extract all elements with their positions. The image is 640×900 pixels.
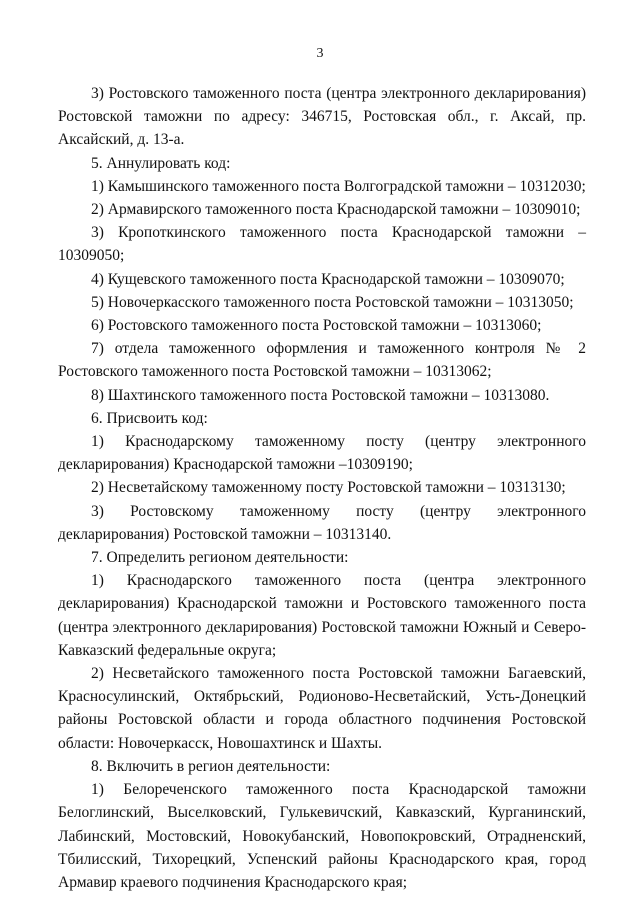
section-5-item-1: 1) Камышинского таможенного поста Волгоградской таможни – 10312030; xyxy=(91,177,586,195)
section-6-item-3: 3) Ростовскому таможенному посту (центру электронного декларирования) Ростовской таможни – 10313140. xyxy=(58,502,586,543)
document-body xyxy=(58,82,586,894)
page-number: 3 xyxy=(316,46,324,61)
section-8-heading: 8. Включить в регион деятельности: xyxy=(91,757,331,775)
section-5-item-4: 4) Кущевского таможенного поста Краснодарской таможни – 10309070; xyxy=(91,270,565,288)
section-7-heading: 7. Определить регионом деятельности: xyxy=(91,549,349,567)
section-5-item-7: 7) отдела таможенного оформления и таможенного контроля № 2 Ростовского таможенного поста Ростовской таможни – 10313062; xyxy=(58,340,586,381)
section-5-item-8: 8) Шахтинского таможенного поста Ростовской таможни – 10313080. xyxy=(91,386,550,404)
section-5-item-2: 2) Армавирского таможенного поста Краснодарской таможни – 10309010; xyxy=(91,201,581,219)
section-7-item-1: 1) Краснодарского таможенного поста (центра электронного декларирования) Краснодарской таможни и Ростовского таможенного поста (центра электронного декларирования) Ростовской таможни Южный и Северо-Кавказский федеральные округа; xyxy=(58,572,586,659)
section-6-heading: 6. Присвоить код: xyxy=(91,409,208,427)
paragraph-item-3-address: 3) Ростовского таможенного поста (центра электронного декларирования) Ростовской таможни по адресу: 346715, Ростовская обл., г. Аксай, пр. Аксайский, д. 13-а. xyxy=(58,85,586,149)
section-8-item-1: 1) Белореченского таможенного поста Краснодарской таможни Белоглинский, Выселковский, Гулькевичский, Кавказский, Курганинский, Лабинский, Мостовский, Новокубанский, Новопокровский, Отрадненский, Тбилисский, Тихорецкий, Успенский районы Краснодарского края, город Армавир краевого подчинения Краснодарского края; xyxy=(58,781,586,891)
section-7-item-2: 2) Несветайского таможенного поста Ростовской таможни Багаевский, Красносулинский, Октябрьский, Родионово-Несветайский, Усть-Донецкий районы Ростовской области и города областного подчинения Ростовской области: Новочеркасск, Новошахтинск и Шахты. xyxy=(58,665,586,752)
section-5-item-5: 5) Новочеркасского таможенного поста Ростовской таможни – 10313050; xyxy=(91,293,574,311)
section-5-item-3: 3) Кропоткинского таможенного поста Краснодарской таможни – 10309050; xyxy=(58,224,586,265)
section-6-item-1: 1) Краснодарскому таможенному посту (центру электронного декларирования) Краснодарской таможни –10309190; xyxy=(58,433,586,474)
section-6-item-2: 2) Несветайскому таможенному посту Ростовской таможни – 10313130; xyxy=(91,479,566,497)
section-5-heading: 5. Аннулировать код: xyxy=(91,154,231,172)
section-5-item-6: 6) Ростовского таможенного поста Ростовской таможни – 10313060; xyxy=(91,317,542,335)
